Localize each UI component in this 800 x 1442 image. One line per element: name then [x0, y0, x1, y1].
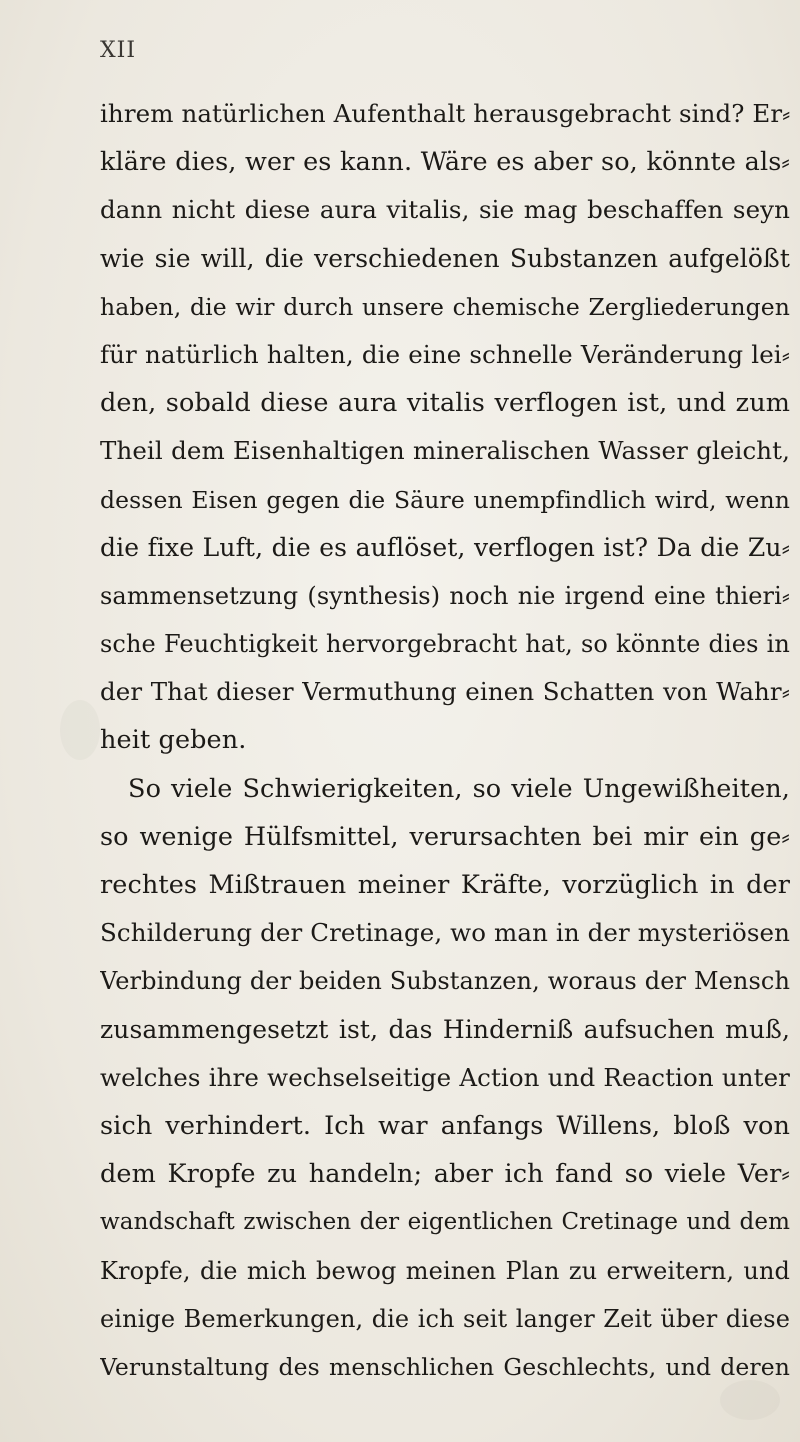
text-line: der That dieser Vermuthung einen Schatten von Wahr⸗: [100, 677, 790, 707]
text-line: zusammengesetzt ist, das Hinderniß aufsuchen muß,: [100, 1014, 790, 1044]
paper-stain: [60, 700, 100, 760]
text-line: heit geben.: [100, 725, 247, 756]
text-line: so wenige Hülfsmittel, verursachten bei mir ein ge⸗: [100, 821, 790, 852]
text-line: wie sie will, die verschiedenen Substanzen aufgelößt: [100, 243, 790, 273]
text-line: rechtes Mißtrauen meiner Kräfte, vorzüglich in der: [100, 870, 790, 900]
page-number: XII: [100, 38, 137, 63]
text-line: dessen Eisen gegen die Säure unempfindlich wird, wenn: [100, 485, 790, 514]
text-line: sche Feuchtigkeit hervorgebracht hat, so könnte dies in: [100, 630, 790, 659]
text-line: einige Bemerkungen, die ich seit langer Zeit über diese: [100, 1304, 790, 1333]
text-line: Schilderung der Cretinage, wo man in der mysteriösen: [100, 918, 790, 948]
text-line: sich verhindert. Ich war anfangs Willens, bloß von: [100, 1110, 790, 1141]
text-line: dann nicht diese aura vitalis, sie mag beschaffen seyn: [100, 195, 790, 225]
paragraph-start-line: So viele Schwierigkeiten, so viele Ungewißheiten,: [128, 773, 790, 804]
text-line: Verunstaltung des menschlichen Geschlechts, und deren: [100, 1352, 790, 1381]
text-line: Theil dem Eisenhaltigen mineralischen Wasser gleicht,: [100, 436, 790, 466]
text-line: welches ihre wechselseitige Action und Reaction unter: [100, 1062, 790, 1092]
text-line: ihrem natürlichen Aufenthalt herausgebracht sind? Er⸗: [100, 99, 790, 128]
text-line: sammensetzung (synthesis) noch nie irgend eine thieri⸗: [100, 581, 790, 610]
body-text: [100, 90, 790, 1391]
text-line: dem Kropfe zu handeln; aber ich fand so viele Ver⸗: [100, 1159, 790, 1190]
text-line: den, sobald diese aura vitalis verflogen ist, und zum: [100, 388, 790, 419]
text-line: die fixe Luft, die es auflöset, verflogen ist? Da die Zu⸗: [100, 532, 790, 562]
text-line: haben, die wir durch unsere chemische Zergliederungen: [100, 292, 790, 321]
text-line: wandschaft zwischen der eigentlichen Cretinage und dem: [100, 1209, 790, 1236]
text-line: Verbindung der beiden Substanzen, woraus der Mensch: [100, 967, 790, 996]
text-line: für natürlich halten, die eine schnelle Veränderung lei⸗: [100, 339, 790, 369]
text-line: Kropfe, die mich bewog meinen Plan zu erweitern, und: [100, 1256, 790, 1285]
text-line: kläre dies, wer es kann. Wäre es aber so, könnte als⸗: [100, 147, 790, 178]
